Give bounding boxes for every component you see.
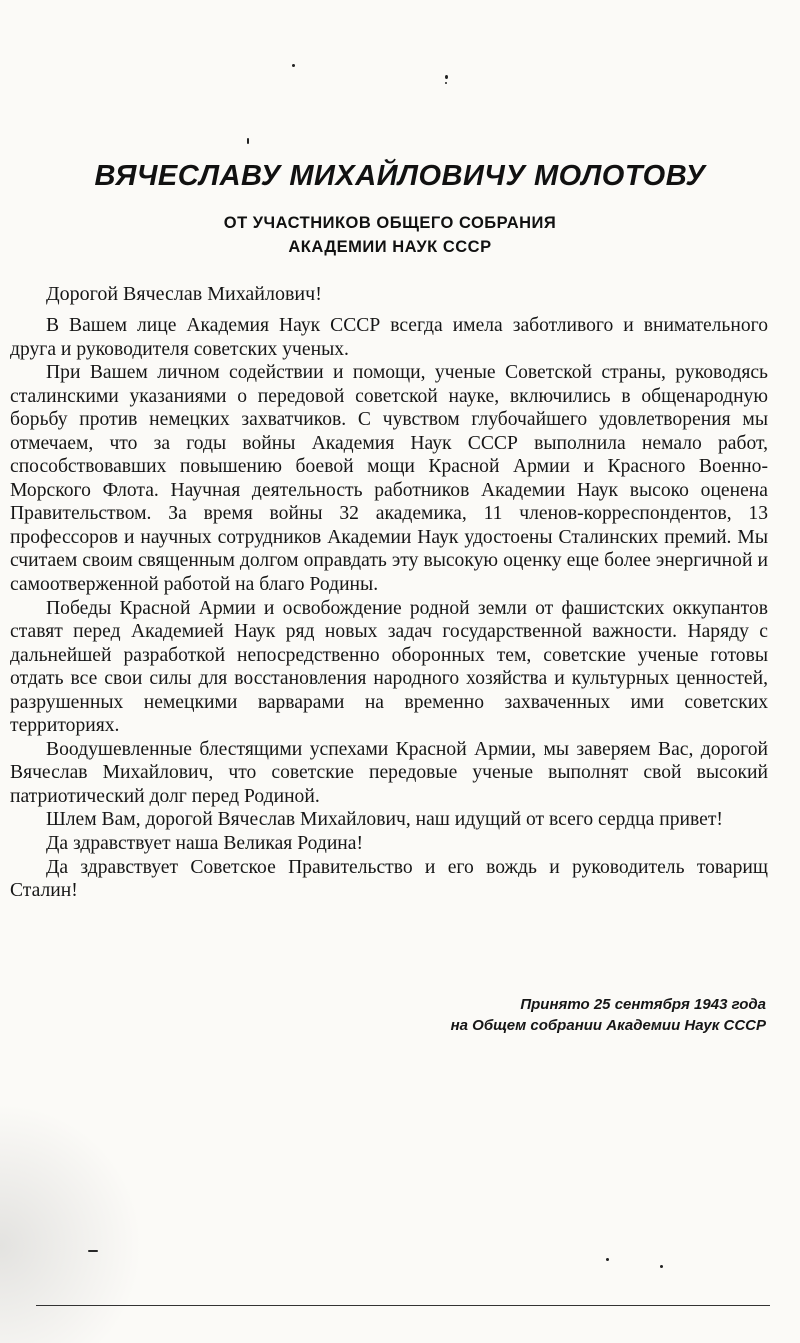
print-speck	[292, 64, 295, 67]
print-speck	[247, 138, 249, 144]
print-speck	[445, 82, 447, 84]
signature-block	[166, 994, 766, 1036]
paper-stain	[0, 1100, 140, 1343]
paragraph: Да здравствует наша Великая Родина!	[46, 833, 364, 855]
paragraph: Воодушевленные блестящими успехами Красной Армии, мы заверяем Вас, дорогой Вячеслав Михайлович, что советские передовые ученые выполнят свой высокий патриотический долг перед Родиной.	[10, 738, 768, 807]
bottom-rule	[36, 1305, 770, 1306]
signature-date: Принято 25 сентября 1943 года	[520, 996, 766, 1013]
print-speck	[606, 1258, 609, 1261]
signature-place: на Общем собрании Академии Наук СССР	[450, 1017, 766, 1034]
print-speck	[660, 1265, 663, 1268]
salutation: Дорогой Вячеслав Михайлович!	[46, 283, 322, 305]
paragraph: Да здравствует Советское Правительство и его вождь и руководитель товарищ Сталин!	[10, 856, 768, 902]
paragraph: Шлем Вам, дорогой Вячеслав Михайлович, наш идущий от всего сердца привет!	[46, 809, 723, 831]
print-speck	[445, 75, 448, 79]
paragraph: Победы Красной Армии и освобождение родной земли от фашистских оккупантов ставят перед Академией Наук ряд новых задач государственной важности. Наряду с дальнейшей разработкой непосредственно оборонных тем, советские ученые готовы отдать все свои силы для восстановления народного хозяйства и культурных ценностей, разрушенных немецкими варварами на временно захваченных ими советских территориях.	[10, 597, 768, 737]
document-subtitle-line1: ОТ УЧАСТНИКОВ ОБЩЕГО СОБРАНИЯ	[223, 214, 557, 232]
paragraph: При Вашем личном содействии и помощи, ученые Советской страны, руководясь сталинскими указаниями о передовой советской науке, включились в общенародную борьбу против немецких захватчиков. С чувством глубочайшего удовлетворения мы отмечаем, что за годы войны Академия Наук СССР выполнила немало работ, способствовавших повышению боевой мощи Красной Армии и Красного Военно-Морского Флота. Научная деятельность работников Академии Наук высоко оценена Правительством. За время войны 32 академика, 11 членов-корреспондентов, 13 профессоров и научных сотрудников Академии Наук удостоены Сталинских премий. Мы считаем своим священным долгом оправдать эту высокую оценку еще более энергичной и самоотверженной работой на благо Родины.	[10, 362, 768, 596]
document-subtitle-line2: АКАДЕМИИ НАУК СССР	[288, 238, 492, 256]
document-title: ВЯЧЕСЛАВУ МИХАЙЛОВИЧУ МОЛОТОВУ	[94, 160, 706, 192]
letter-body	[10, 314, 768, 903]
paragraph: В Вашем лице Академия Наук СССР всегда имела заботливого и внимательного друга и руководителя советских ученых.	[10, 315, 768, 360]
